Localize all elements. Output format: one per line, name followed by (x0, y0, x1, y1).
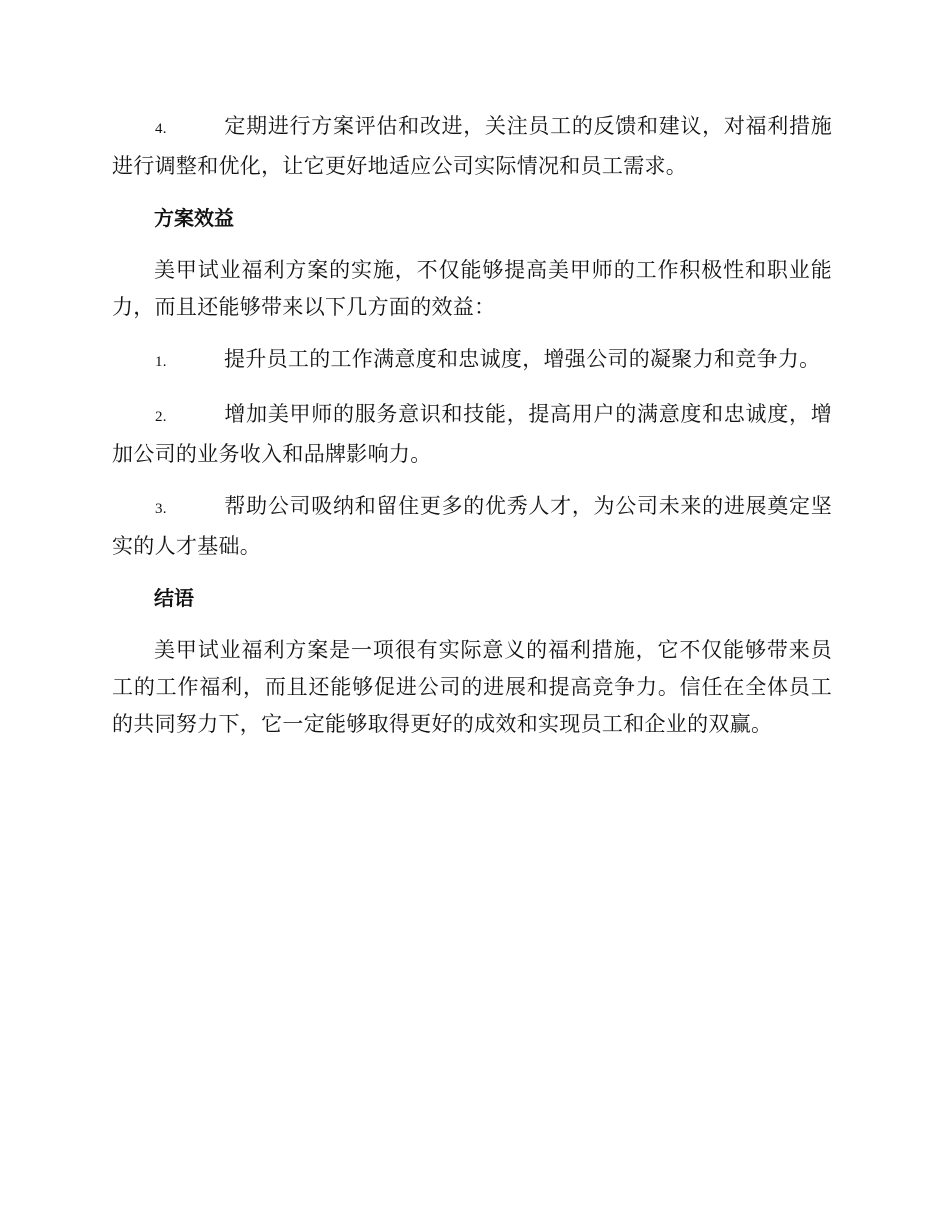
list-number: 4. (155, 121, 167, 137)
list-number: 1. (155, 354, 167, 370)
document-page (112, 108, 832, 758)
list-item-2 (112, 396, 832, 473)
list-item-1 (112, 341, 832, 381)
list-text: 帮助公司吸纳和留住更多的优秀人才，为公司未来的进展奠定坚实的人才基础。 (112, 494, 832, 558)
list-number: 2. (155, 409, 167, 425)
list-item-4 (112, 108, 832, 185)
conclusion-paragraph: 美甲试业福利方案是一项很有实际意义的福利措施，它不仅能够带来员工的工作福利，而且还能够促进公司的进展和提高竞争力。信任在全体员工的共同努力下，它一定能够取得更好的成效和实现员工和企业的双赢。 (112, 638, 832, 736)
list-item-3 (112, 488, 832, 565)
list-text: 增加美甲师的服务意识和技能，提高用户的满意度和忠诚度，增加公司的业务收入和品牌影响力。 (112, 402, 832, 466)
section-heading-benefits: 方案效益 (154, 206, 234, 230)
benefits-intro-paragraph: 美甲试业福利方案的实施，不仅能够提高美甲师的工作积极性和职业能力，而且还能够带来以下几方面的效益： (112, 258, 832, 319)
section-heading-conclusion: 结语 (154, 586, 194, 610)
list-number: 3. (155, 501, 167, 517)
list-text: 定期进行方案评估和改进，关注员工的反馈和建议，对福利措施进行调整和优化，让它更好地适应公司实际情况和员工需求。 (112, 114, 832, 178)
list-text: 提升员工的工作满意度和忠诚度，增强公司的凝聚力和竞争力。 (224, 347, 821, 371)
